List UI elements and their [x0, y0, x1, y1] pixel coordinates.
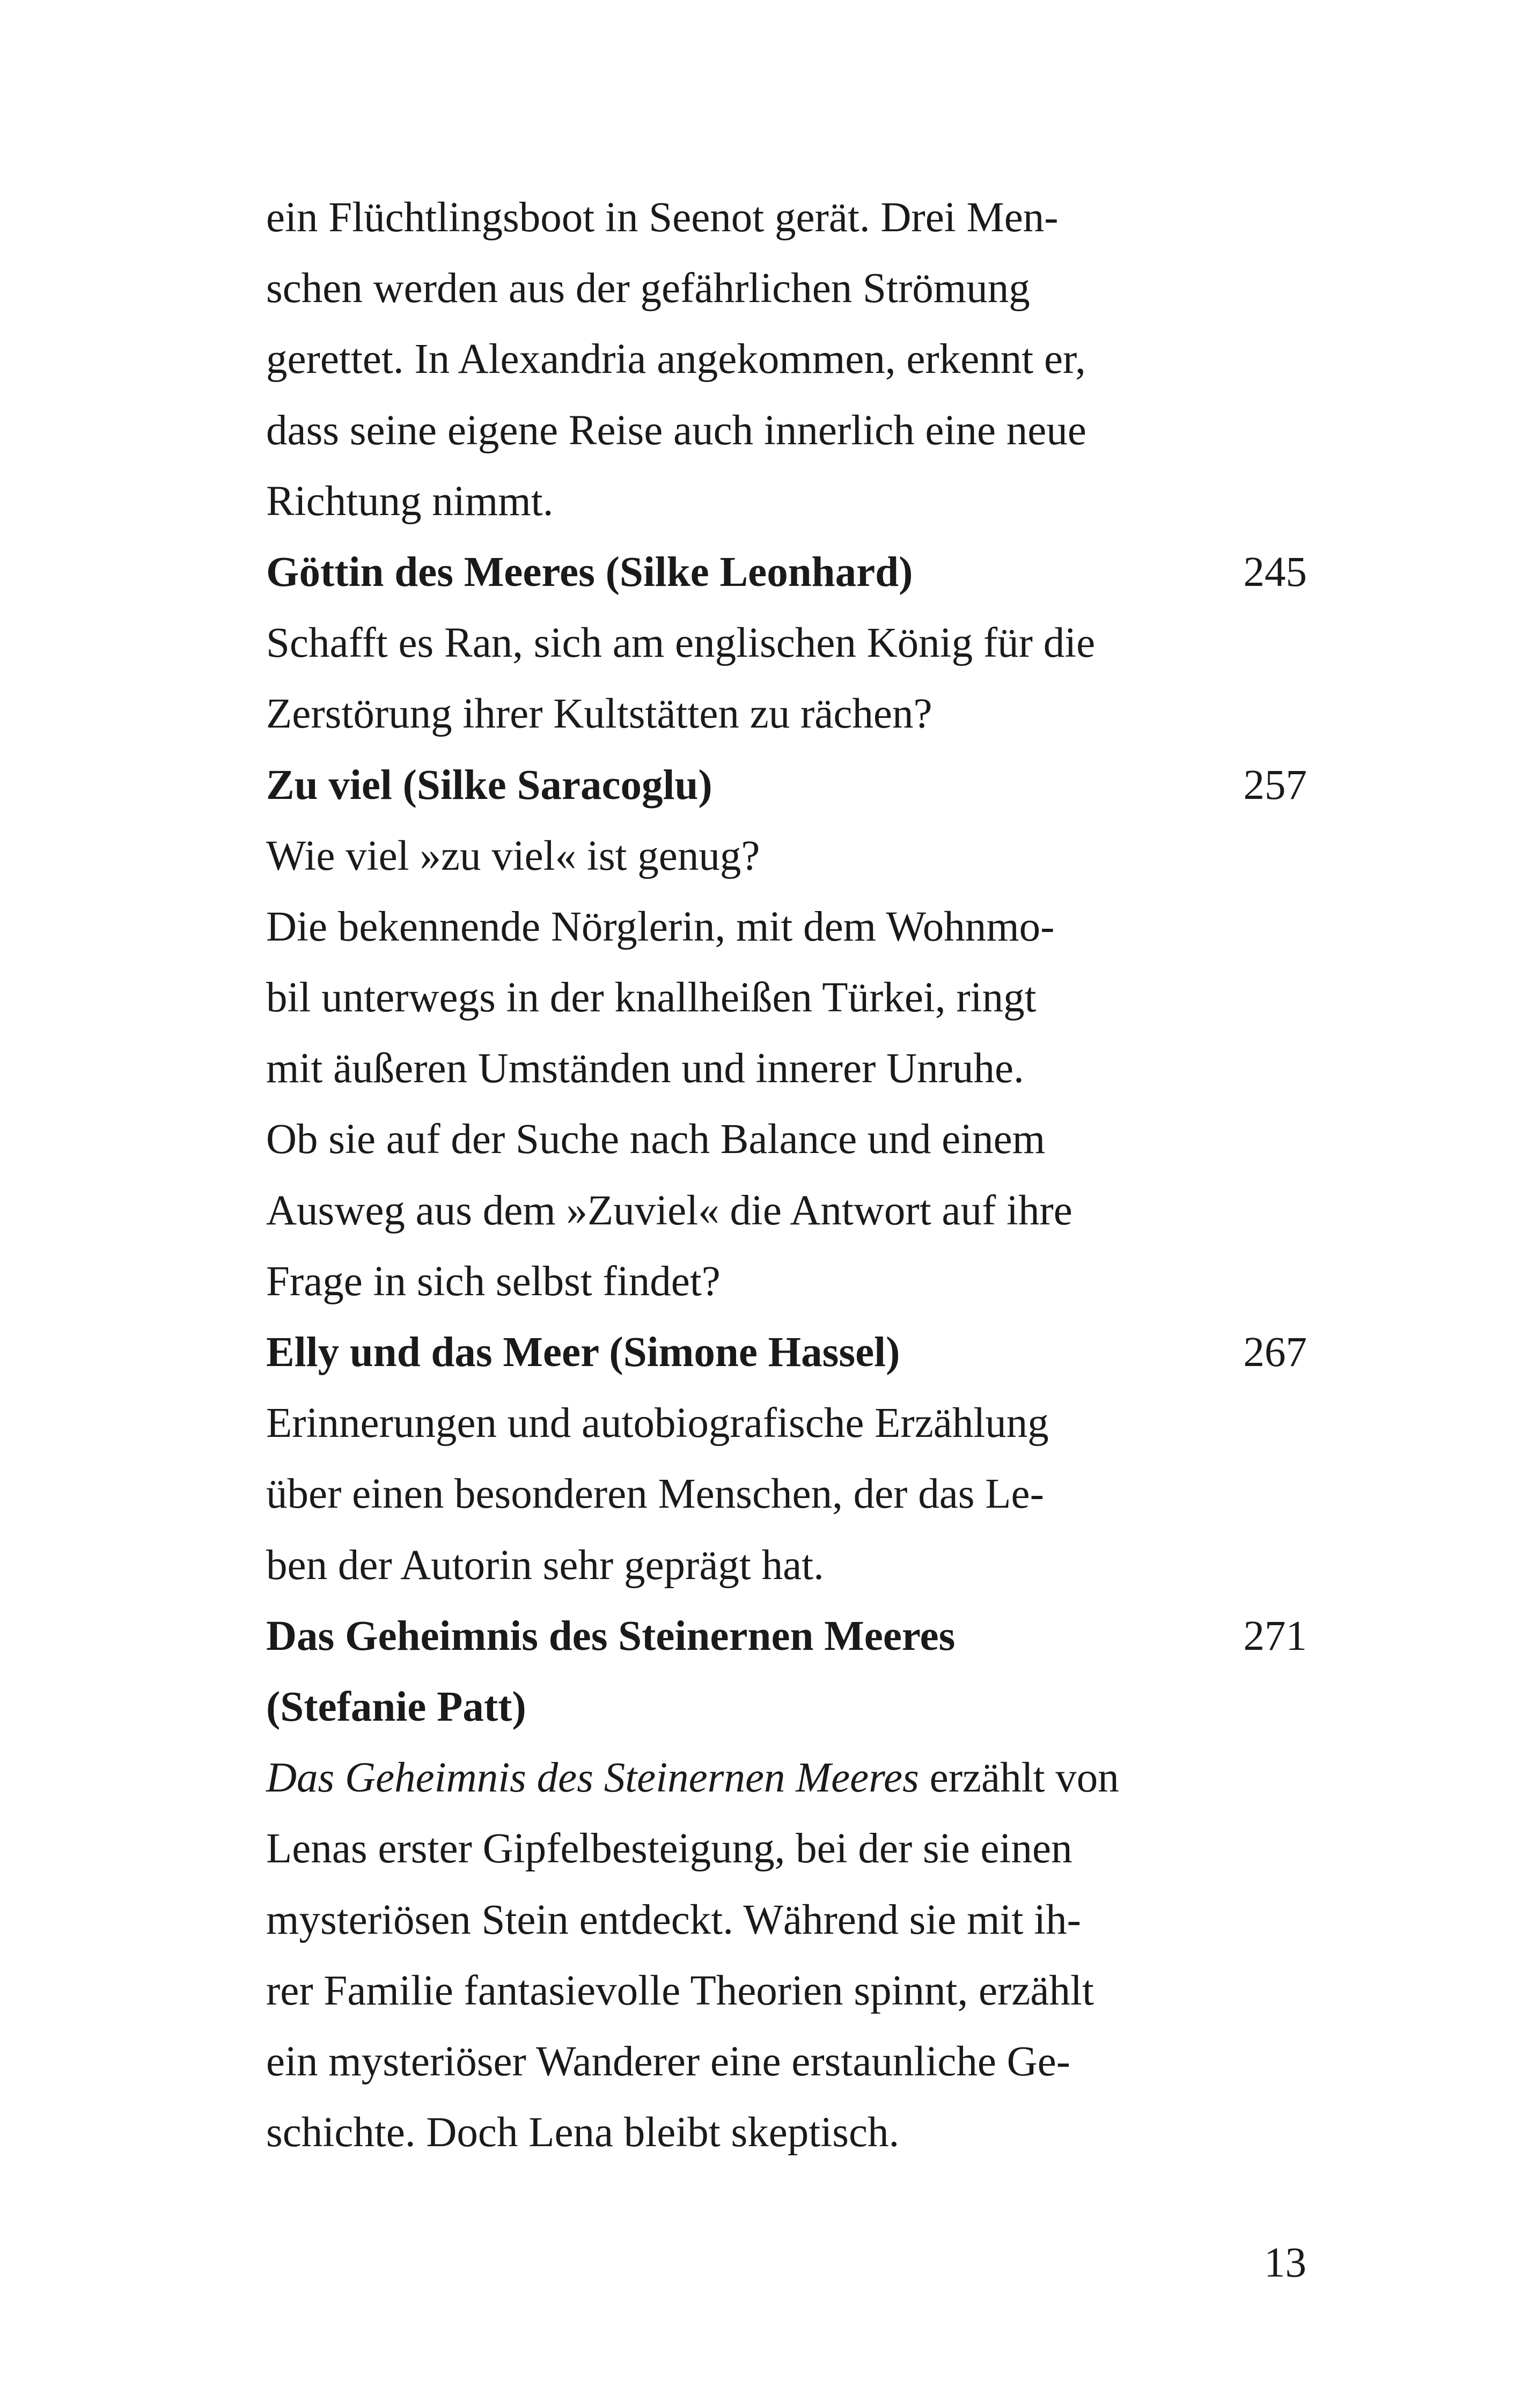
intro-line: gerettet. In Alexandria angekommen, erkennt er, — [266, 336, 1086, 383]
entry-description-line: Ausweg aus dem »Zuviel« die Antwort auf ihre — [266, 1187, 1072, 1234]
entry-description-line: bil unterwegs in der knallheißen Türkei, ringt — [266, 974, 1037, 1022]
intro-line: schen werden aus der gefährlichen Strömung — [266, 265, 1030, 312]
entry-page-number: 257 — [1243, 761, 1307, 809]
book-title-italic: Das Geheimnis des Steinernen Meeres — [266, 1754, 919, 1802]
entry-description-line — [266, 1743, 1221, 1814]
entry-description-line: Ob sie auf der Suche nach Balance und einem — [266, 1116, 1046, 1163]
entry-page-number: 271 — [1243, 1612, 1307, 1660]
entry-description-line: über einen besonderen Menschen, der das Le- — [266, 1471, 1044, 1518]
entry-description-line: Schafft es Ran, sich am englischen König für die — [266, 620, 1096, 667]
page-number: 13 — [1264, 2240, 1306, 2286]
intro-line: ein Flüchtlingsboot in Seenot gerät. Drei Men- — [266, 194, 1059, 241]
entry-description-line: Die bekennende Nörglerin, mit dem Wohnmo- — [266, 903, 1055, 950]
entry-description-line: Wie viel »zu viel« ist genug? — [266, 832, 760, 879]
table-of-contents — [266, 182, 1307, 2168]
entry-title-text: (Stefanie Patt) — [266, 1683, 526, 1730]
toc-entry-title-continued — [266, 1672, 1307, 1743]
entry-title-text: Elly und das Meer (Simone Hassel) — [266, 1329, 900, 1376]
toc-entry-title — [266, 537, 1307, 608]
entry-title-text: Göttin des Meeres (Silke Leonhard) — [266, 548, 913, 596]
entry-page-number: 267 — [1243, 1329, 1307, 1376]
entry-description-line: Lenas erster Gipfelbesteigung, bei der sie einen — [266, 1825, 1072, 1873]
entry-page-number: 245 — [1243, 548, 1307, 596]
entry-description-line: Frage in sich selbst findet? — [266, 1258, 721, 1305]
entry-description-line: Erinnerungen und autobiografische Erzählung — [266, 1400, 1049, 1447]
entry-description-line: ein mysteriöser Wanderer eine erstaunliche Ge- — [266, 2038, 1071, 2085]
entry-title-text: Das Geheimnis des Steinernen Meeres — [266, 1612, 956, 1660]
toc-entry-title — [266, 1601, 1307, 1672]
entry-description-line: mit äußeren Umständen und innerer Unruhe. — [266, 1045, 1024, 1092]
intro-line: dass seine eigene Reise auch innerlich eine neue — [266, 407, 1086, 454]
entry-description-line: mysteriösen Stein entdeckt. Während sie mit ih- — [266, 1896, 1081, 1943]
intro-line: Richtung nimmt. — [266, 478, 554, 525]
entry-description-line: schichte. Doch Lena bleibt skeptisch. — [266, 2109, 900, 2156]
entry-description-line: rer Familie fantasievolle Theorien spinnt, erzählt — [266, 1967, 1094, 2014]
entry-description-line: ben der Autorin sehr geprägt hat. — [266, 1541, 824, 1589]
toc-entry-title — [266, 1317, 1307, 1388]
entry-title-text: Zu viel (Silke Saracoglu) — [266, 761, 712, 809]
description-text: erzählt von — [919, 1754, 1119, 1802]
entry-description-line: Zerstörung ihrer Kultstätten zu rächen? — [266, 691, 932, 738]
toc-entry-title — [266, 750, 1307, 821]
